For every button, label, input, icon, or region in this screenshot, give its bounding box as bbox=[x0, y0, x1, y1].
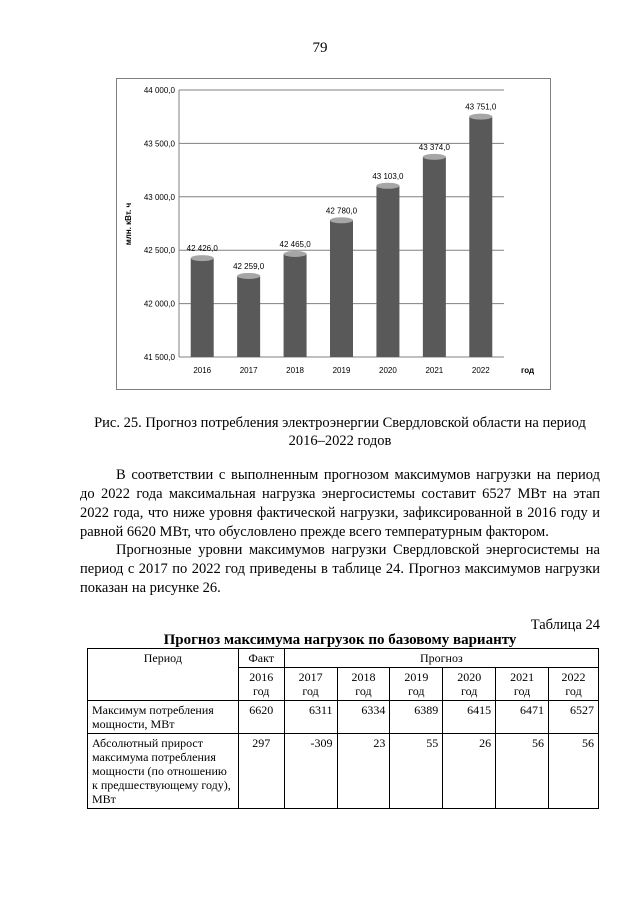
y-tick-label: 41 500,0 bbox=[143, 353, 175, 362]
bar bbox=[237, 276, 260, 357]
bar-value-label: 43 103,0 bbox=[372, 171, 404, 181]
table-cell: 23 bbox=[337, 734, 390, 809]
table-title: Прогноз максимума нагрузок по базовому варианту bbox=[163, 632, 517, 648]
year-cell: 2022 год bbox=[549, 668, 599, 701]
bar-value-label: 43 751,0 bbox=[465, 102, 497, 112]
paragraph-2: Прогнозные уровни максимумов нагрузки Свердловской энергосистемы на период с 2017 по 2022 год приведены в таблице 24. Прогноз максимумов нагрузки показан на рисунке 26. bbox=[80, 542, 600, 596]
table-cell: 6620 bbox=[238, 701, 284, 734]
bar-value-label: 43 374,0 bbox=[418, 142, 450, 152]
table-cell: 6311 bbox=[284, 701, 337, 734]
bar-top bbox=[330, 217, 353, 223]
header-forecast: Прогноз bbox=[284, 649, 598, 668]
forecast-table bbox=[87, 648, 599, 809]
x-axis-label: год bbox=[521, 366, 535, 375]
x-tick-label: 2018 bbox=[286, 366, 304, 375]
year-cell: 2018 год bbox=[337, 668, 390, 701]
x-tick-label: 2020 bbox=[379, 366, 397, 375]
table-cell: 55 bbox=[390, 734, 443, 809]
bar bbox=[469, 117, 492, 357]
year-cell: 2021 год bbox=[496, 668, 549, 701]
table-cell: 6389 bbox=[390, 701, 443, 734]
row-label: Максимум потребления мощности, МВт bbox=[88, 701, 239, 734]
table-cell: 6471 bbox=[496, 701, 549, 734]
table-cell: 6415 bbox=[443, 701, 496, 734]
table-cell: -309 bbox=[284, 734, 337, 809]
bar-top bbox=[237, 273, 260, 279]
year-cell: 2017 год bbox=[284, 668, 337, 701]
bar-value-label: 42 259,0 bbox=[233, 261, 265, 271]
table-label: Таблица 24 bbox=[530, 617, 600, 633]
y-tick-label: 43 500,0 bbox=[143, 139, 175, 149]
bar-top bbox=[191, 255, 214, 261]
table-cell: 56 bbox=[549, 734, 599, 809]
x-tick-label: 2016 bbox=[193, 366, 212, 375]
page-number: 79 bbox=[312, 40, 328, 56]
table-cell: 56 bbox=[496, 734, 549, 809]
paragraph-1: В соответствии с выполненным прогнозом максимумов нагрузки на период до 2022 года максимальная нагрузка энергосистемы составит 6527 МВт на этап 2022 года, что ниже уровня фактической нагрузки, зафиксированной в 2016 году и равной 6620 МВт, что обусловлено прежде всего температурным фактором. bbox=[80, 467, 600, 540]
x-tick-label: 2022 bbox=[471, 366, 490, 375]
bar-top bbox=[469, 114, 492, 120]
table-cell: 6334 bbox=[337, 701, 390, 734]
bar bbox=[423, 157, 446, 357]
consumption-chart bbox=[116, 78, 551, 390]
table-row bbox=[88, 734, 599, 809]
table-cell: 297 bbox=[238, 734, 284, 809]
bar bbox=[191, 258, 214, 357]
chart-canvas bbox=[117, 79, 550, 389]
bar-top bbox=[284, 251, 307, 257]
bar bbox=[330, 220, 353, 357]
bar bbox=[376, 186, 399, 357]
bar-value-label: 42 426,0 bbox=[186, 244, 218, 254]
bar-top bbox=[423, 154, 446, 160]
x-tick-label: 2017 bbox=[239, 366, 258, 375]
y-tick-label: 44 000,0 bbox=[143, 86, 175, 95]
year-cell: 2020 год bbox=[443, 668, 496, 701]
table-cell: 26 bbox=[443, 734, 496, 809]
table-header-row bbox=[88, 649, 599, 668]
bar-value-label: 42 465,0 bbox=[279, 239, 311, 249]
bar-value-label: 42 780,0 bbox=[325, 206, 358, 216]
year-cell: 2016 год bbox=[238, 668, 284, 701]
table-row bbox=[88, 701, 599, 734]
y-tick-label: 42 500,0 bbox=[143, 246, 175, 256]
header-period: Период bbox=[88, 649, 239, 701]
x-tick-label: 2019 bbox=[332, 366, 351, 375]
x-tick-label: 2021 bbox=[425, 366, 444, 375]
y-tick-label: 42 000,0 bbox=[143, 299, 175, 309]
table-cell: 6527 bbox=[549, 701, 599, 734]
figure-caption: Рис. 25. Прогноз потребления электроэнергии Свердловской области на период 2016–2022 годов bbox=[94, 415, 586, 449]
y-axis-label: млн. кВт. ч bbox=[124, 202, 133, 246]
year-cell: 2019 год bbox=[390, 668, 443, 701]
y-tick-label: 43 000,0 bbox=[143, 192, 175, 202]
header-fact: Факт bbox=[238, 649, 284, 668]
bar-top bbox=[376, 183, 399, 189]
row-label: Абсолютный прирост максимума потребления мощности (по отношению к предшествующему году), МВт bbox=[88, 734, 239, 809]
bar bbox=[284, 254, 307, 357]
